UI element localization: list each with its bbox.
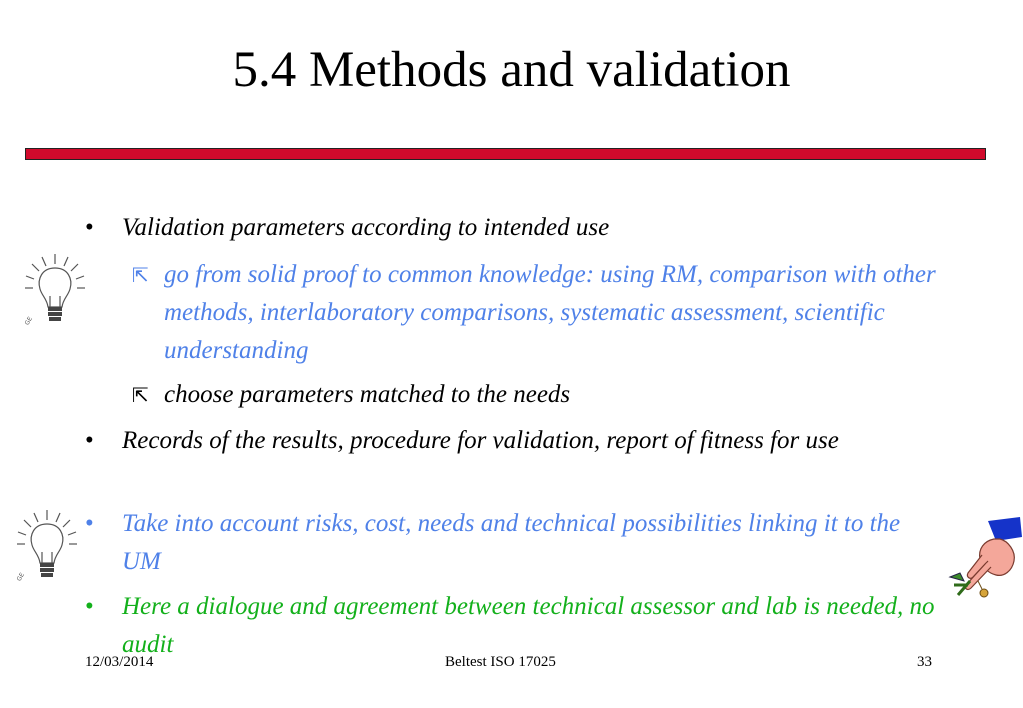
arrow-corner-icon: ⇱: [132, 263, 149, 287]
svg-text:GE: GE: [23, 315, 34, 327]
bullet-marker: •: [85, 427, 94, 454]
bullet-text: Here a dialogue and agreement between technical assessor and lab is needed, no audit: [122, 593, 935, 658]
bullet-text: Validation parameters according to intended use: [122, 214, 610, 241]
footer-date: 12/03/2014: [85, 654, 154, 670]
arrow-corner-icon: ⇱: [132, 383, 149, 407]
bullet-marker: •: [85, 214, 94, 241]
bullet-marker: •: [85, 593, 94, 620]
bullet-text: Records of the results, procedure for validation, report of fitness for use: [122, 427, 839, 454]
sub-bullet-text: choose parameters matched to the needs: [164, 381, 571, 408]
footer-page-number: 33: [917, 654, 932, 670]
svg-text:GE: GE: [15, 571, 26, 583]
footer-title: Beltest ISO 17025: [445, 654, 556, 670]
bullet-marker: •: [85, 510, 94, 537]
bullet-text: Take into account risks, cost, needs and technical possibilities linking it to the UM: [122, 510, 901, 575]
sub-bullet-text: go from solid proof to common knowledge: using RM, comparison with other methods, interlaboratory comparisons, systematic assessment, scientific understanding: [164, 261, 936, 364]
slide-title: 5.4 Methods and validation: [232, 42, 791, 98]
